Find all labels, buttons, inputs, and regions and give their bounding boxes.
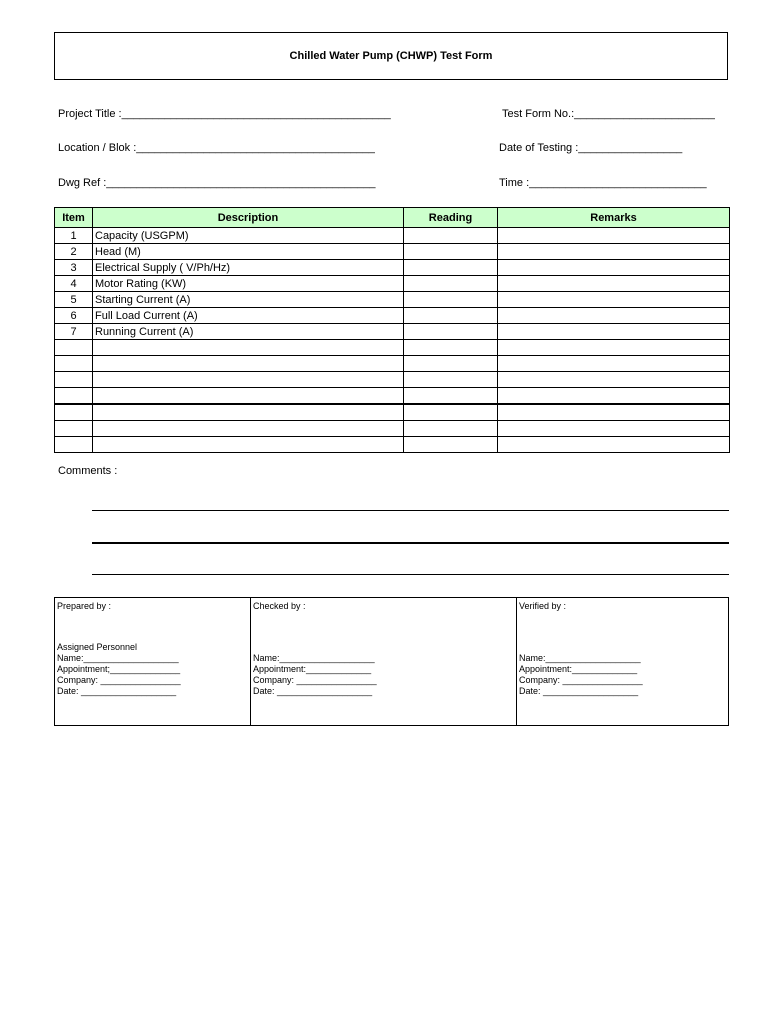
empty-row [55, 372, 730, 388]
date-of-testing-field[interactable]: Date of Testing :_________________ [499, 142, 683, 154]
empty-cell[interactable] [498, 437, 730, 453]
item-number: 7 [55, 324, 93, 340]
date-field[interactable]: Date: ___________________ [253, 686, 373, 696]
empty-row [55, 356, 730, 372]
company-field[interactable]: Company: ________________ [57, 675, 181, 685]
empty-cell[interactable] [498, 340, 730, 356]
name-field[interactable]: Name:___________________ [253, 653, 375, 663]
empty-row [55, 340, 730, 356]
verified-by-heading: Verified by : [519, 601, 567, 611]
remarks-cell[interactable] [498, 244, 730, 260]
empty-cell[interactable] [498, 388, 730, 405]
reading-cell[interactable] [404, 244, 498, 260]
comment-line[interactable] [92, 510, 729, 511]
table-row [55, 276, 730, 292]
reading-cell[interactable] [404, 260, 498, 276]
item-number: 5 [55, 292, 93, 308]
empty-row [55, 388, 730, 405]
item-description: Electrical Supply ( V/Ph/Hz) [93, 260, 404, 276]
comments-label: Comments : [58, 465, 118, 477]
remarks-cell[interactable] [498, 276, 730, 292]
empty-cell[interactable] [93, 388, 404, 405]
date-field[interactable]: Date: ___________________ [519, 686, 639, 696]
table-row [55, 244, 730, 260]
item-number: 2 [55, 244, 93, 260]
empty-row [55, 437, 730, 453]
test-form-no-field[interactable]: Test Form No.:_______________________ [502, 108, 715, 120]
reading-cell[interactable] [404, 228, 498, 244]
empty-cell[interactable] [404, 388, 498, 405]
table-row [55, 324, 730, 340]
empty-cell[interactable] [404, 356, 498, 372]
company-field[interactable]: Company: ________________ [519, 675, 643, 685]
prepared-by-section [55, 598, 250, 725]
header-item: Item [55, 208, 93, 228]
appointment-field[interactable]: Appointment:_____________ [253, 664, 372, 674]
item-description: Full Load Current (A) [93, 308, 404, 324]
empty-row [55, 404, 730, 421]
assigned-personnel-label: Assigned Personnel [57, 642, 138, 652]
empty-cell[interactable] [498, 421, 730, 437]
empty-cell[interactable] [404, 404, 498, 421]
form-title: Chilled Water Pump (CHWP) Test Form [54, 32, 728, 80]
item-number: 6 [55, 308, 93, 324]
remarks-cell[interactable] [498, 292, 730, 308]
verified-by-section [516, 598, 728, 725]
empty-cell[interactable] [93, 356, 404, 372]
item-description: Running Current (A) [93, 324, 404, 340]
item-number: 3 [55, 260, 93, 276]
item-description: Head (M) [93, 244, 404, 260]
remarks-cell[interactable] [498, 308, 730, 324]
dwg-ref-field[interactable]: Dwg Ref :____________________________________________ [58, 177, 376, 189]
appointment-field[interactable]: Appointment;______________ [57, 664, 181, 674]
empty-cell[interactable] [404, 421, 498, 437]
empty-cell[interactable] [404, 372, 498, 388]
item-number: 4 [55, 276, 93, 292]
date-field[interactable]: Date: ___________________ [57, 686, 177, 696]
checked-by-section [250, 598, 516, 725]
empty-cell[interactable] [93, 437, 404, 453]
reading-cell[interactable] [404, 292, 498, 308]
item-description: Capacity (USGPM) [93, 228, 404, 244]
comment-line[interactable] [92, 574, 729, 575]
empty-cell[interactable] [498, 356, 730, 372]
empty-cell[interactable] [55, 388, 93, 405]
table-header-row [55, 208, 730, 228]
table-row [55, 292, 730, 308]
empty-cell[interactable] [498, 372, 730, 388]
header-description: Description [93, 208, 404, 228]
table-row [55, 260, 730, 276]
reading-cell[interactable] [404, 308, 498, 324]
prepared-by-heading: Prepared by : [57, 601, 112, 611]
project-title-field[interactable]: Project Title :____________________________________________ [58, 108, 391, 120]
empty-cell[interactable] [93, 340, 404, 356]
empty-cell[interactable] [55, 421, 93, 437]
empty-cell[interactable] [404, 437, 498, 453]
header-remarks: Remarks [498, 208, 730, 228]
empty-row [55, 421, 730, 437]
empty-cell[interactable] [55, 356, 93, 372]
empty-cell[interactable] [93, 421, 404, 437]
empty-cell[interactable] [55, 340, 93, 356]
header-reading: Reading [404, 208, 498, 228]
test-table [54, 207, 730, 453]
empty-cell[interactable] [93, 404, 404, 421]
remarks-cell[interactable] [498, 324, 730, 340]
item-description: Starting Current (A) [93, 292, 404, 308]
appointment-field[interactable]: Appointment:_____________ [519, 664, 638, 674]
empty-cell[interactable] [93, 372, 404, 388]
name-field[interactable]: Name:___________________ [519, 653, 641, 663]
empty-cell[interactable] [55, 437, 93, 453]
location-field[interactable]: Location / Blok :_______________________________________ [58, 142, 375, 154]
reading-cell[interactable] [404, 276, 498, 292]
item-number: 1 [55, 228, 93, 244]
name-field[interactable]: Name:___________________ [57, 653, 179, 663]
reading-cell[interactable] [404, 324, 498, 340]
empty-cell[interactable] [55, 372, 93, 388]
table-row [55, 228, 730, 244]
table-row [55, 308, 730, 324]
remarks-cell[interactable] [498, 228, 730, 244]
signature-block [54, 597, 729, 726]
empty-cell[interactable] [404, 340, 498, 356]
company-field[interactable]: Company: ________________ [253, 675, 377, 685]
remarks-cell[interactable] [498, 260, 730, 276]
checked-by-heading: Checked by : [253, 601, 306, 611]
empty-cell[interactable] [498, 404, 730, 421]
empty-cell[interactable] [55, 404, 93, 421]
item-description: Motor Rating (KW) [93, 276, 404, 292]
time-field[interactable]: Time :_____________________________ [499, 177, 707, 189]
comment-line[interactable] [92, 542, 729, 544]
